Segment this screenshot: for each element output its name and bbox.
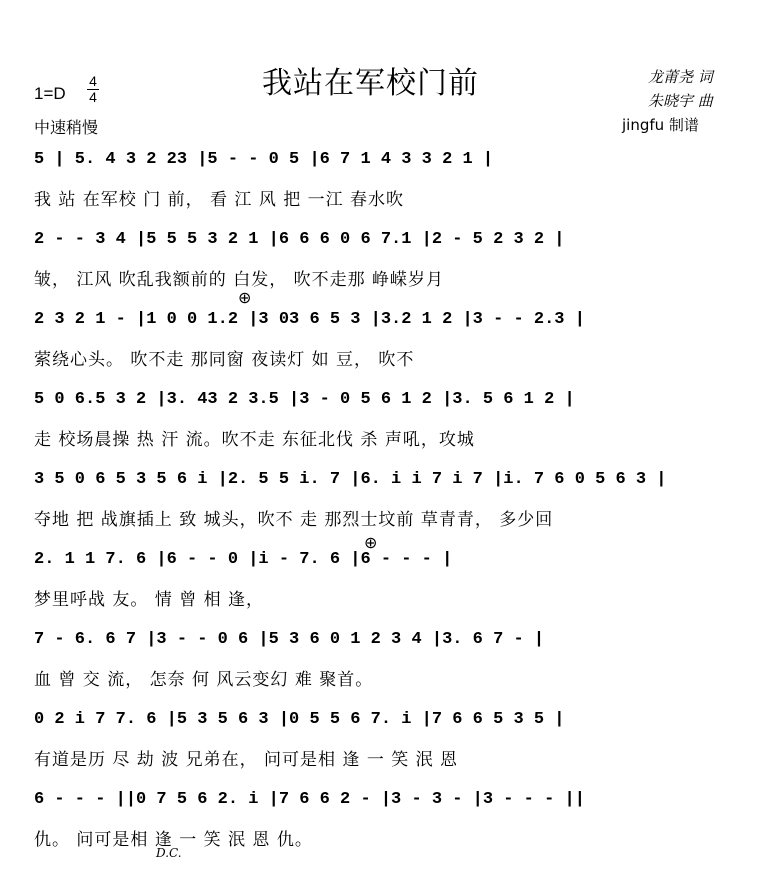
meter-denominator: 4 (89, 89, 97, 105)
composer-credit: 朱晓宇 曲 (648, 92, 713, 110)
coda-sign-icon: ⊕ (238, 288, 252, 307)
notation-row: 6 - - - ||0 7 5 6 2. i |7 6 6 2 - |3 - 3 - |3 - - - || (34, 790, 585, 809)
lyric-row: 仇。 问可是相 逢 一 笑 泯 恩 仇。 (34, 830, 313, 850)
notation-row: 2. 1 1 7. 6 |6 - - 0 |i - 7. 6 |6 - - - | (34, 550, 453, 569)
notation-row: 5 | 5. 4 3 2 23 |5 - - 0 5 |6 7 1 4 3 3 2 1 | (34, 150, 494, 169)
lyric-row: 梦里呼战 友。 情 曾 相 逢， (34, 590, 265, 610)
notation-row: 2 - - 3 4 |5 5 5 3 2 1 |6 6 6 0 6 7.1 |2 - 5 2 3 2 | (34, 230, 565, 249)
notation-row: 5 0 6.5 3 2 |3. 43 2 3.5 |3 - 0 5 6 1 2 |3. 5 6 1 2 | (34, 390, 575, 409)
arranger-credit: jingfu 制谱 (622, 116, 699, 134)
notation-row: 0 2 i 7 7. 6 |5 3 5 6 3 |0 5 5 6 7. i |7 6 6 5 3 5 | (34, 710, 565, 729)
key-signature: 1=D (34, 84, 66, 103)
lyricist-credit: 龙莆尧 词 (648, 68, 713, 86)
tempo-marking: 中速稍慢 (34, 118, 99, 137)
notation-row: 2 3 2 1 - |1 0 0 1.2 |3 03 6 5 3 |3.2 1 2 |3 - - 2.3 | (34, 310, 585, 329)
lyric-row: 我 站 在军校 门 前， 看 江 风 把 一江 春水吹 (34, 190, 405, 210)
notation-row: 3 5 0 6 5 3 5 6 i |2. 5 5 i. 7 |6. i i 7 i 7 |i. 7 6 0 5 6 3 | (34, 470, 667, 489)
lyric-row: 有道是历 尽 劫 波 兄弟在， 问可是相 逢 一 笑 泯 恩 (34, 750, 459, 770)
lyric-row: 血 曾 交 流， 怎奈 何 风云变幻 难 聚首。 (34, 670, 374, 690)
lyric-row: 皱， 江风 吹乱我额前的 白发， 吹不走那 峥嵘岁月 (34, 270, 445, 290)
meter-numerator: 4 (89, 73, 97, 89)
song-title: 我站在军校门前 (262, 66, 479, 101)
lyric-row: 走 校场晨操 热 汗 流。吹不走 东征北伐 杀 声吼，攻城 (34, 430, 475, 450)
notation-row: 7 - 6. 6 7 |3 - - 0 6 |5 3 6 0 1 2 3 4 |3. 6 7 - | (34, 630, 545, 649)
time-signature (86, 74, 100, 105)
lyric-row: 萦绕心头。 吹不走 那同窗 夜读灯 如 豆， 吹不 (34, 350, 415, 370)
coda-sign-icon: ⊕ (364, 533, 378, 552)
da-capo-marking: D.C. (156, 846, 182, 860)
lyric-row: 夺地 把 战旗插上 致 城头，吹不 走 那烈士坟前 草青青， 多少回 (34, 510, 554, 530)
